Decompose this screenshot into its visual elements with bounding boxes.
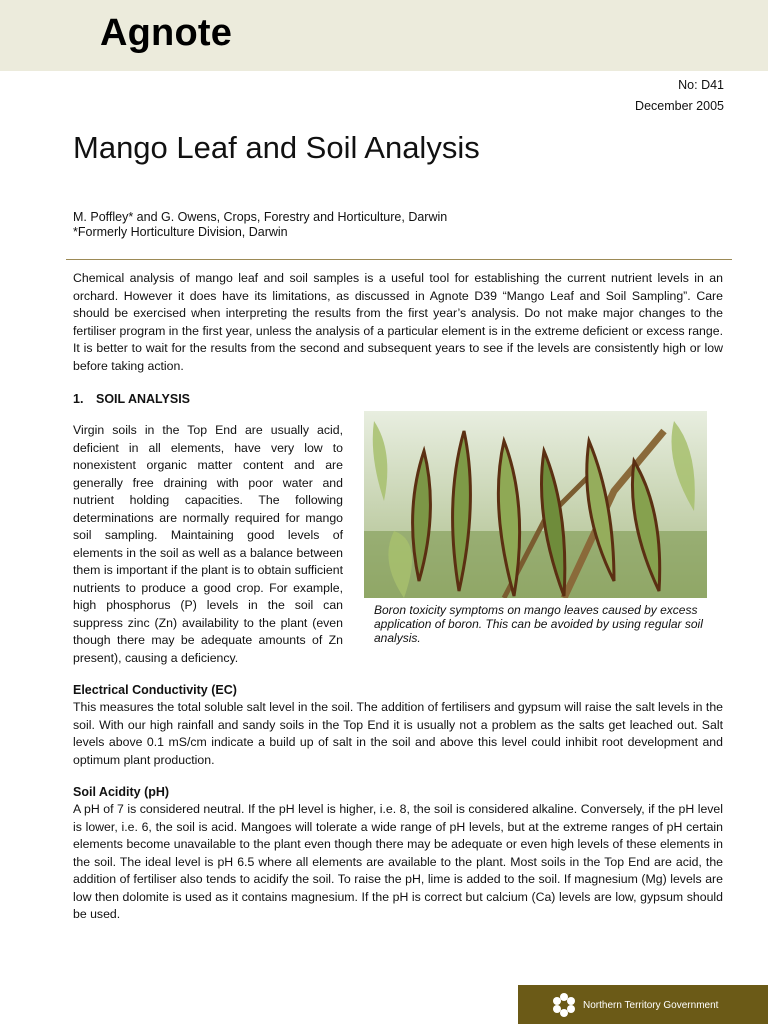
document-number: No: D41 xyxy=(678,78,724,92)
authors-block xyxy=(73,210,447,240)
intro-paragraph: Chemical analysis of mango leaf and soil samples is a useful tool for establishing the current nutrient levels in an orchard. However it does have its limitations, as discussed in Agnote D39 “Mango Leaf and Soil Sampling”. Care should be exercised when interpreting the results from the first year’s analysis. Do not make major changes to the fertiliser program in the first year, unless the analysis of a particular element is in the extreme deficient or excess range. It is better to wait for the results from the second and subsequent years to see if the levels are consistently high or low before taking action. xyxy=(73,271,723,373)
document-date: December 2005 xyxy=(635,99,724,113)
nt-government-logo-icon xyxy=(550,991,578,1019)
ec-paragraph: This measures the total soluble salt level in the soil. The addition of fertilisers and gypsum will raise the salt levels in the soil. With our high rainfall and sandy soils in the Top End it is usually not a problem as the salts get leached out. Salt levels above 0.1 mS/cm indicate a build up of salt in the soil and above this level could inhibit root development and optimum plant production. xyxy=(73,700,723,767)
section-number: 1. xyxy=(73,392,84,406)
divider-rule xyxy=(66,259,732,260)
footer-org-name: Northern Territory Government xyxy=(583,1000,719,1011)
section-title: SOIL ANALYSIS xyxy=(96,392,191,406)
ph-paragraph: A pH of 7 is considered neutral. If the pH level is higher, i.e. 8, the soil is considered alkaline. Conversely, if the pH level is lower, i.e. 6, the soil is acid. Mangoes will tolerate a wide range of pH levels, but at the extreme ranges of pH certain elements become unavailable to the plant even though there may be adequate or even high levels of these elements in the soil. The ideal level is pH 6.5 where all elements are available to the plant. Most soils in the Top End are acid, the addition of fertiliser also tends to acidify the soil. To raise the pH, lime is added to the soil. If magnesium (Mg) levels are low then dolomite is used as it contains magnesium. If the pH is correct but calcium (Ca) levels are low, gypsum should be used. xyxy=(73,802,723,921)
heading-soil-acidity: Soil Acidity (pH) xyxy=(73,785,170,799)
page-title: Mango Leaf and Soil Analysis xyxy=(73,130,480,165)
photo-caption: Boron toxicity symptoms on mango leaves caused by excess application of boron. This can be avoided by using regular soil analysis. xyxy=(374,603,703,645)
soil-analysis-paragraph: Virgin soils in the Top End are usually acid, deficient in all elements, have very low to nonexistent organic matter content and are generally free draining with poor water and nutrient holding capacities. The following determinations are normally required for mango soil sampling. Maintaining good levels of elements in the soil as well as a balance between them is important if the plant is to obtain sufficient nutrients to produce a good crop. For example, high phosphorus (P) levels in the soil can suppress zinc (Zn) availability to the plant (even though there may be adequate amounts of Zn present), causing a deficiency. xyxy=(73,423,343,665)
section-heading-soil-analysis xyxy=(73,392,190,406)
mango-leaves-photo xyxy=(364,411,707,598)
authors-line: M. Poffley* and G. Owens, Crops, Forestry and Horticulture, Darwin xyxy=(73,210,448,224)
agnote-brand: Agnote xyxy=(100,12,233,54)
heading-electrical-conductivity: Electrical Conductivity (EC) xyxy=(73,683,237,697)
affiliation-note: *Formerly Horticulture Division, Darwin xyxy=(73,225,288,239)
mango-leaves-illustration xyxy=(364,411,707,598)
